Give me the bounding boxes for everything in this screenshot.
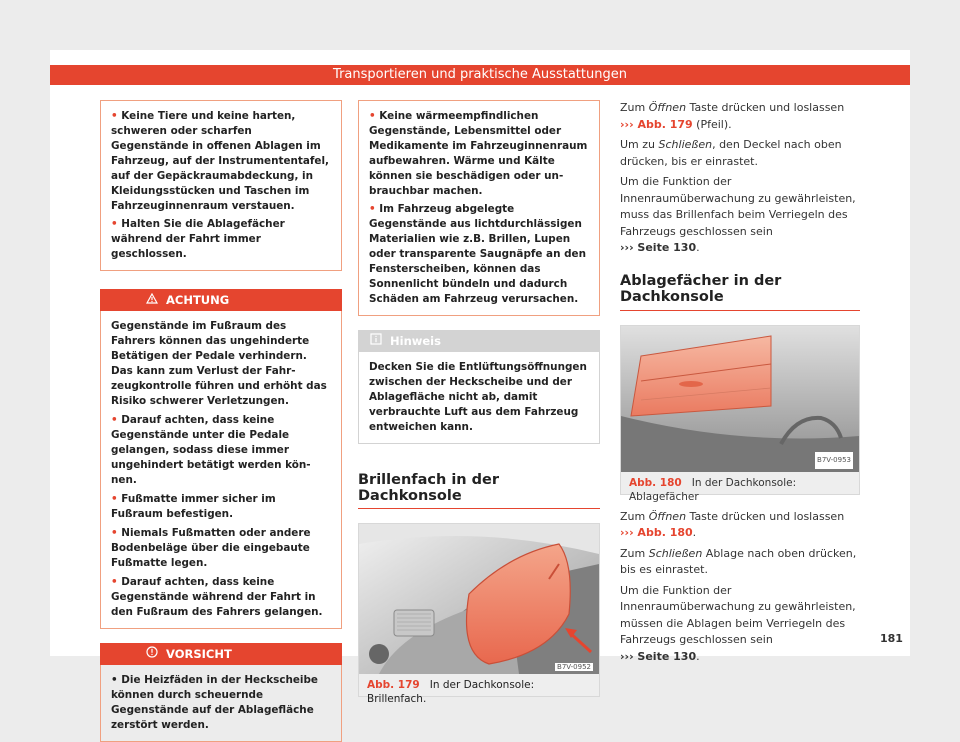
achtung-intro: Gegenstände im Fußraum des Fahrers können das ungehinderte Betätigen der Pedale verhindern. Das kann zum Verlust der Fahrzeugkontrolle führen und erhöht das Risiko schwerer Verletzungen.: [111, 320, 327, 407]
achtung-body: Gegenstände im Fußraum des Fahrers können das ungehinderte Betätigen der Pedale verhindern. Das kann zum Verlust der Fahrzeugkontrolle führen und erhöht das Risiko schwerer Verletzungen. • Darauf achten, dass keine Gegenstände unter die Pedale gelangen, sodass diese immer ungehindert betätigt werden können. • Fußmatte immer sicher im Fußraum befestigen. • Niemals Fußmatten oder andere Bodenbeläge über die eingebaute Fußmatte legen. • Darauf achten, dass keine Gegenstände während der Fahrt in den Fußraum des Fahrers gelangen.: [100, 311, 342, 629]
figure-code: B7V-0953: [815, 452, 853, 469]
column-right: [620, 100, 860, 669]
warning-text: Keine wärmeempfindlichen Gegenstände, Lebensmittel oder Medikamente im Fahrzeuginnenraum aufbewahren. Wärme und Kälte können sie beschädigen oder unbrauchbar machen.: [369, 110, 588, 197]
achtung-bullet: Darauf achten, dass keine Gegenstände während der Fahrt in den Fußraum des Fahrers gelangen.: [111, 576, 323, 618]
hinweis-body: [358, 352, 600, 444]
figure-180: [620, 325, 860, 503]
vorsicht-header: [100, 643, 342, 665]
sunglasses-holder-illustration: [359, 524, 599, 674]
page-link[interactable]: ››› Seite 130: [620, 649, 697, 663]
vorsicht-title: VORSICHT: [166, 647, 232, 661]
figure-caption-text: In der Dachkonsole: Ablagefächer: [629, 476, 797, 503]
achtung-header: [100, 289, 342, 311]
figure-code: B7V-0952: [557, 663, 591, 671]
warning-text: Im Fahrzeug abgelegte Gegenstände aus lichtdurchlässigen Materialien wie z.B. Brillen, Lupen oder transparente Saugnäpfe an den Fensterscheiben, können das Sonnenlicht bündeln und dadurch Schäden am Fahrzeug verursachen.: [369, 203, 586, 305]
vorsicht-bullet: Die Heizfäden in der Heckscheibe können durch scheuernde Gegenstände auf der Ablagefläche zerstört werden.: [111, 674, 318, 731]
page-header: Transportieren und praktische Ausstattungen: [50, 65, 910, 85]
section-title-brillenfach: Brillenfach in der Dachkonsole: [358, 472, 600, 509]
vorsicht-section: [100, 643, 342, 742]
hinweis-header: [358, 330, 600, 352]
page-link[interactable]: ››› Seite 130: [620, 241, 697, 254]
figure-caption-text: In der Dachkonsole: Brillenfach.: [367, 679, 535, 705]
caution-circle-icon: [144, 643, 160, 665]
figure-link[interactable]: ››› Abb. 180: [620, 526, 693, 539]
warning-triangle-icon: [144, 289, 160, 311]
roof-storage-illustration: [621, 326, 859, 472]
figure-number: Abb. 180: [629, 476, 682, 489]
column-left: [100, 100, 342, 742]
warning-box: • Keine Tiere und keine harten, schweren oder scharfen Gegenstände in offenen Ablagen im Fahrzeug, auf der Instrumententafel, auf der Gepäckraumabdeckung, in Kleidungsstücken und Taschen im Fahrzeuginnenraum verstauen. • Halten Sie die Ablagefächer während der Fahrt immer geschlossen.: [100, 100, 342, 271]
section-title-ablagefaecher: Ablagefächer in der Dachkonsole: [620, 273, 860, 311]
figure-179-caption: [359, 674, 599, 705]
figure-number: Abb. 179: [367, 679, 420, 691]
hinweis-section: [358, 330, 600, 444]
paragraph-open-179: Zum Öffnen Taste drücken und loslassen ››› Abb. 179 (Pfeil).: [620, 101, 845, 131]
achtung-bullet: Fußmatte immer sicher im Fußraum befestigen.: [111, 493, 276, 520]
figure-179-image: [359, 524, 599, 674]
paragraph-close-179: Um zu Schließen, den Deckel nach oben drücken, bis er einrastet.: [620, 138, 842, 168]
page-number: 181: [880, 632, 903, 645]
figure-180-caption: [621, 472, 859, 503]
figure-180-image: [621, 326, 859, 472]
paragraph-open-180: Zum Öffnen Taste drücken und loslassen ››› Abb. 180.: [620, 509, 845, 539]
figure-179: [358, 523, 600, 705]
paragraph-close-180: Zum Schließen Ablage nach oben drücken, bis es einrastet.: [620, 546, 857, 576]
warning-box: • Keine wärmeempfindlichen Gegenstände, Lebensmittel oder Medikamente im Fahrzeuginnenraum aufbewahren. Wärme und Kälte können sie beschädigen oder unbrauchbar machen. • Im Fahrzeug abgelegte Gegenstände aus lichtdurchlässigen Materialien wie z.B. Brillen, Lupen oder transparente Saugnäpfe an den Fensterscheiben, können das Sonnenlicht bündeln und dadurch Schäden am Fahrzeug verursachen.: [358, 100, 600, 316]
info-icon: [368, 330, 384, 352]
vorsicht-body: • Die Heizfäden in der Heckscheibe können durch scheuernde Gegenstände auf der Ablagefläche zerstört werden.: [100, 665, 342, 742]
warning-text: Halten Sie die Ablagefächer während der Fahrt immer geschlossen.: [111, 218, 285, 260]
paragraph-monitoring-2: Um die Funktion der Innenraumüberwachung zu gewährleisten, müssen die Ablagen beim Verriegeln des Fahrzeugs geschlossen sein ››› Seite 130.: [620, 583, 856, 663]
achtung-bullet: Niemals Fußmatten oder andere Bodenbeläge über die eingebaute Fußmatte legen.: [111, 527, 311, 569]
achtung-section: [100, 289, 342, 629]
achtung-bullet: Darauf achten, dass keine Gegenstände unter die Pedale gelangen, sodass diese immer ungehindert betätigt werden können.: [111, 414, 311, 486]
paragraph-monitoring-1: Um die Funktion der Innenraumüberwachung zu gewährleisten, muss das Brillenfach beim Verriegeln des Fahrzeugs geschlossen sein ››› Seite 130.: [620, 175, 856, 254]
hinweis-text: Decken Sie die Entlüftungsöffnungen zwischen der Heckscheibe und der Ablagefläche nicht ab, damit verbrauchte Luft aus dem Fahrzeug entweichen kann.: [369, 361, 587, 433]
column-middle: [358, 100, 600, 705]
achtung-title: ACHTUNG: [166, 293, 230, 307]
hinweis-title: Hinweis: [390, 334, 441, 348]
figure-link[interactable]: ››› Abb. 179: [620, 117, 693, 131]
warning-text: Keine Tiere und keine harten, schweren oder scharfen Gegenstände in offenen Ablagen im Fahrzeug, auf der Instrumententafel, auf der Gepäckraumabdeckung, in Kleidungsstücken und Taschen im Fahrzeuginnenraum verstauen.: [111, 110, 329, 212]
